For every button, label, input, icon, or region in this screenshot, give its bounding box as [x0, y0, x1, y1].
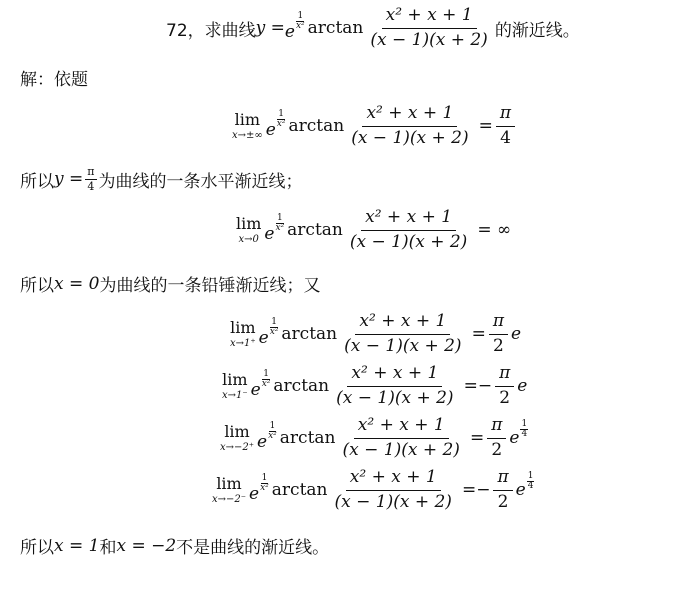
- result-e-power: [509, 419, 528, 449]
- conclusion1-frac-den: 4: [87, 179, 95, 193]
- limit-result: [470, 416, 528, 460]
- exp-term: [249, 472, 269, 504]
- result-e: e: [515, 480, 526, 501]
- exp-power-den: x²: [260, 482, 269, 493]
- result-e: e: [517, 376, 528, 397]
- conclusion2-math: x = 0: [54, 273, 100, 294]
- result-frac-num: π: [493, 468, 512, 491]
- exp-power: [275, 214, 284, 233]
- result-sign: −: [477, 376, 493, 397]
- exp-power: [260, 474, 269, 493]
- result-frac-num: π: [489, 312, 508, 335]
- result-power-num: 1: [527, 471, 534, 482]
- lim-subscript: x→±∞: [232, 129, 263, 141]
- limit-row: [236, 208, 511, 252]
- limit-row: [220, 416, 528, 460]
- result-sign: −: [476, 480, 491, 501]
- exp-base: e: [284, 21, 295, 42]
- lim-operator: [236, 213, 262, 245]
- lim-operator: [222, 369, 248, 401]
- conclusion1-var: y =: [54, 169, 84, 190]
- conclusion3-math1: x = 1: [54, 535, 100, 556]
- lim-word: lim: [236, 213, 262, 233]
- main-fraction: [346, 208, 471, 252]
- arctan-word: arctan: [287, 220, 343, 241]
- problem-number: 72，: [166, 20, 205, 41]
- result-frac-num: π: [496, 104, 515, 127]
- lim-word: lim: [230, 317, 256, 337]
- exp-term: [284, 10, 305, 42]
- result-frac-den: 2: [499, 387, 511, 408]
- main-fraction: [340, 312, 465, 356]
- conclusion1-text: 为曲线的一条水平渐近线；: [98, 171, 303, 192]
- fraction-numerator: x² + x + 1: [355, 312, 450, 335]
- exp-power: [277, 110, 286, 129]
- exp-power-num: 1: [269, 420, 276, 431]
- exp-base: e: [264, 223, 275, 244]
- equals-sign: =: [461, 480, 477, 501]
- exp-power: [268, 422, 277, 441]
- exp-base: e: [265, 119, 276, 140]
- conclusion1-frac-num: π: [87, 165, 95, 178]
- exp-term: [264, 212, 285, 244]
- result-power: [520, 420, 528, 439]
- main-fraction: [347, 104, 472, 148]
- result-text: = ∞: [477, 220, 512, 241]
- fraction-numerator: x² + x + 1: [346, 468, 441, 491]
- solution-label-text: 解：依题: [20, 70, 88, 90]
- arctan-word: arctan: [288, 116, 345, 137]
- lim-operator: [230, 317, 256, 349]
- result-frac-num: π: [495, 364, 514, 387]
- main-fraction: [366, 6, 491, 50]
- main-fraction: [339, 416, 464, 460]
- lim-operator: [220, 421, 255, 453]
- exp-power-den: x²: [268, 430, 277, 441]
- exp-base: e: [249, 483, 260, 504]
- exp-power: [262, 370, 271, 389]
- conclusion3-math2: x = −2: [116, 535, 177, 556]
- exp-power-num: 1: [261, 472, 268, 483]
- result-power-den: 4: [527, 481, 534, 492]
- exp-term: [257, 420, 277, 452]
- result-fraction: [493, 468, 512, 512]
- equals-sign: =: [469, 428, 485, 449]
- lim-subscript: x→−2⁺: [220, 441, 255, 453]
- result-frac-den: 2: [491, 439, 503, 460]
- lim-operator: [212, 473, 247, 505]
- fraction-numerator: x² + x + 1: [361, 208, 456, 231]
- exp-power-num: 1: [297, 10, 304, 21]
- equals-sign: =: [463, 376, 478, 397]
- lim-subscript: x→1⁻: [222, 389, 248, 401]
- lim-word: lim: [216, 473, 242, 493]
- exp-power-den: x²: [269, 326, 279, 337]
- limit-result: [472, 312, 522, 356]
- limit-row: [222, 364, 527, 408]
- conclusion-horizontal: [20, 166, 303, 192]
- result-power-num: 1: [521, 419, 528, 430]
- fraction-denominator: (x − 1)(x + 2): [349, 231, 468, 252]
- conclusion3-prefix: 所以: [20, 538, 54, 558]
- exp-power: [270, 318, 279, 337]
- exp-term: [258, 316, 279, 348]
- arctan-word: arctan: [281, 324, 338, 345]
- result-fraction: [489, 312, 508, 356]
- conclusion-final: [20, 533, 329, 558]
- main-fraction: [332, 364, 457, 408]
- exp-base: e: [258, 327, 269, 348]
- exp-power-den: x²: [261, 378, 271, 389]
- conclusion2-text: 为曲线的一条铅锤渐近线；又: [99, 276, 321, 296]
- limit-row: [232, 104, 518, 148]
- lim-subscript: x→−2⁻: [212, 493, 247, 505]
- exp-power: [296, 12, 305, 31]
- result-e: e: [511, 324, 522, 345]
- arctan-word: arctan: [271, 480, 328, 501]
- limit-result: [462, 468, 534, 512]
- limit-result: [477, 220, 511, 240]
- result-frac-den: 2: [493, 335, 504, 356]
- problem-suffix: 的渐近线。: [494, 20, 580, 41]
- limit-row: [230, 312, 521, 356]
- equals-sign: =: [471, 324, 486, 345]
- problem-statement: [166, 6, 580, 50]
- lim-word: lim: [234, 109, 261, 129]
- fraction-denominator: (x − 1)(x + 2): [351, 127, 469, 148]
- lim-subscript: x→1⁺: [230, 337, 256, 349]
- fraction-denominator: (x − 1)(x + 2): [334, 491, 452, 512]
- conclusion2-prefix: 所以: [20, 276, 54, 296]
- fraction-numerator: x² + x + 1: [347, 364, 442, 387]
- lim-subscript: x→0: [238, 233, 259, 245]
- fraction-denominator: (x − 1)(x + 2): [336, 387, 454, 408]
- arctan-word: arctan: [279, 428, 336, 449]
- result-fraction: [495, 364, 514, 408]
- exp-power-den: x²: [295, 20, 305, 31]
- problem-prefix: 求曲线: [204, 20, 256, 41]
- exp-power-num: 1: [271, 316, 277, 327]
- exp-term: [250, 368, 271, 400]
- result-frac-den: 4: [500, 127, 511, 148]
- main-fraction: [331, 468, 456, 512]
- problem-y-eq: y =: [255, 18, 285, 39]
- conclusion1-prefix: 所以: [20, 171, 54, 192]
- lim-word: lim: [222, 369, 248, 389]
- fraction-numerator: x² + x + 1: [362, 104, 457, 127]
- result-power-den: 4: [521, 429, 528, 440]
- conclusion-vertical: [20, 271, 320, 296]
- arctan-word: arctan: [273, 376, 330, 397]
- result-e: e: [509, 428, 520, 449]
- exp-power-den: x²: [275, 222, 285, 233]
- result-frac-den: 2: [497, 491, 509, 512]
- conclusion3-mid: 和: [99, 538, 117, 558]
- exp-base: e: [257, 431, 268, 452]
- lim-operator: [232, 109, 263, 141]
- exp-term: [265, 108, 286, 140]
- equals-sign: =: [478, 116, 493, 137]
- exp-power-num: 1: [278, 108, 284, 119]
- conclusion3-text: 不是曲线的渐近线。: [176, 538, 330, 558]
- result-power: [527, 472, 535, 491]
- fraction-numerator: x² + x + 1: [354, 416, 449, 439]
- result-fraction: [487, 416, 506, 460]
- exp-power-den: x²: [276, 118, 286, 129]
- limit-row: [212, 468, 534, 512]
- limit-result: [464, 364, 528, 408]
- fraction-numerator: x² + x + 1: [382, 6, 477, 29]
- fraction-denominator: (x − 1)(x + 2): [370, 29, 488, 50]
- exp-power-num: 1: [276, 212, 283, 223]
- limit-result: [479, 104, 518, 148]
- solution-label: [20, 65, 88, 90]
- result-frac-num: π: [487, 416, 506, 439]
- lim-word: lim: [224, 421, 250, 441]
- result-e-power: [515, 471, 535, 501]
- fraction-denominator: (x − 1)(x + 2): [344, 335, 462, 356]
- result-fraction: [496, 104, 515, 148]
- exp-power-num: 1: [263, 368, 269, 379]
- arctan-word: arctan: [307, 18, 364, 39]
- conclusion1-fraction: [85, 166, 96, 192]
- exp-base: e: [250, 379, 261, 400]
- fraction-denominator: (x − 1)(x + 2): [342, 439, 460, 460]
